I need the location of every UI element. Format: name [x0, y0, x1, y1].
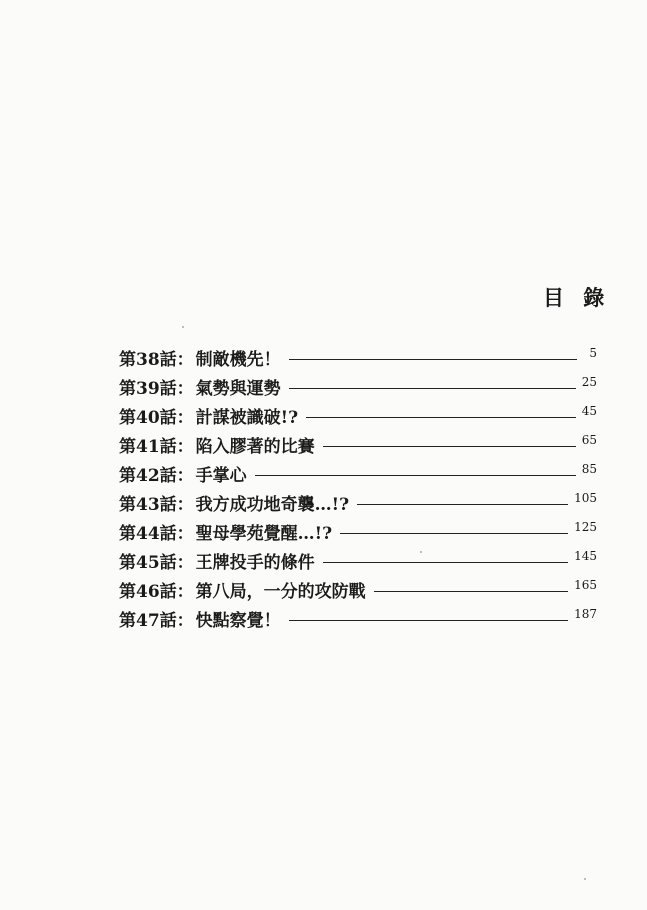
chapter-label: 第47話： [119, 611, 194, 631]
page-number: 45 [581, 404, 597, 418]
toc-entry [119, 401, 597, 430]
page-number: 65 [581, 433, 597, 447]
leader-line [289, 359, 577, 360]
page-number: 105 [574, 491, 597, 505]
chapter-title: 快點察覺！ [195, 611, 281, 631]
chapter-title: 計謀被識破!? [195, 408, 299, 428]
leader-line [340, 533, 568, 534]
leader-line [255, 475, 576, 476]
chapter-label: 第46話： [119, 582, 194, 602]
leader-line [374, 591, 568, 592]
page-number: 145 [574, 549, 597, 563]
chapter-title: 王牌投手的條件 [195, 553, 315, 573]
chapter-label: 第40話： [119, 408, 194, 428]
chapter-label: 第43話： [119, 495, 194, 515]
chapter-title: 氣勢與運勢 [195, 379, 281, 399]
chapter-title: 第八局，一分的攻防戰 [195, 582, 366, 602]
paper-speck [420, 551, 422, 553]
toc-entry [119, 459, 597, 488]
chapter-label: 第44話： [119, 524, 194, 544]
leader-line [306, 417, 576, 418]
leader-line [323, 562, 568, 563]
chapter-label: 第38話： [119, 350, 194, 370]
toc-entry [119, 575, 597, 604]
toc-entry [119, 430, 597, 459]
toc-entry [119, 517, 597, 546]
chapter-title: 陷入膠著的比賽 [195, 437, 315, 457]
toc-entry [119, 604, 597, 633]
chapter-label: 第39話： [119, 379, 194, 399]
leader-line [357, 504, 568, 505]
toc-entry [119, 488, 597, 517]
page-number: 85 [581, 462, 597, 476]
paper-speck [584, 878, 586, 880]
leader-line [323, 446, 576, 447]
chapter-title: 制敵機先！ [195, 350, 281, 370]
toc-entry [119, 372, 597, 401]
page-number: 125 [574, 520, 597, 534]
toc-entry [119, 343, 597, 372]
chapter-label: 第41話： [119, 437, 194, 457]
chapter-title: 我方成功地奇襲…!? [195, 495, 350, 515]
paper-speck [182, 326, 184, 328]
chapter-label: 第45話： [119, 553, 194, 573]
toc-entry [119, 546, 597, 575]
page-number: 187 [574, 607, 597, 621]
chapter-label: 第42話： [119, 466, 194, 486]
page-number: 25 [581, 375, 597, 389]
page-number: 165 [574, 578, 597, 592]
page-title: 目 錄 [543, 285, 611, 310]
page-number: 5 [589, 346, 597, 360]
chapter-title: 聖母學苑覺醒…!? [195, 524, 333, 544]
leader-line [289, 388, 576, 389]
chapter-title: 手掌心 [195, 466, 247, 486]
toc-list [119, 343, 597, 633]
leader-line [289, 620, 568, 621]
